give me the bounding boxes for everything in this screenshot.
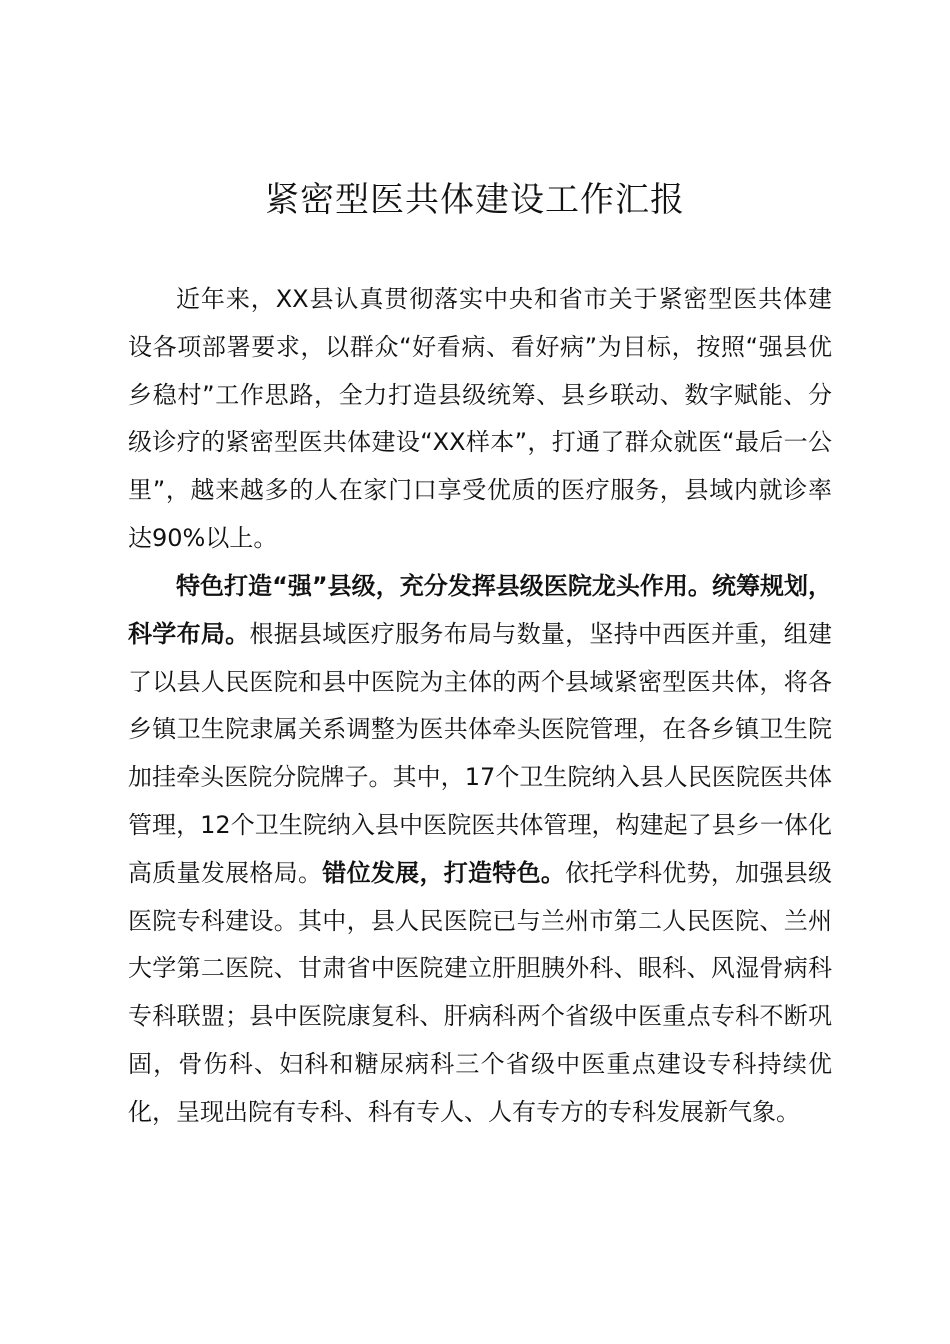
section-heading: 特色打造“强”县级，充分发挥县级医院龙头作用。: [176, 572, 712, 600]
intro-paragraph: 近年来，XX县认真贯彻落实中央和省市关于紧密型医共体建设各项部署要求，以群众“好看病、看好病”为目标，按照“强县优乡稳村”工作思路，全力打造县级统筹、县乡联动、数字赋能、分级诊疗的紧密型医共体建设“XX样本”，打通了群众就医“最后一公里”，越来越多的人在家门口享受优质的医疗服务，县域内就诊率达90%以上。: [128, 285, 832, 552]
document-title: 紧密型医共体建设工作汇报: [265, 180, 685, 220]
subsection-heading-specialty: 错位发展，打造特色。: [322, 858, 566, 887]
subsection-heading-planning: 统筹规划，科学布局。: [128, 572, 833, 648]
subsection-text-planning: 根据县域医疗服务布局与数量，坚持中西医并重，组建了以县人民医院和县中医院为主体的两个县域紧密型医共体，将各乡镇卫生院隶属关系调整为医共体牵头医院管理，在各乡镇卫生院加挂牵头医院分院牌子。其中，17个卫生院纳入县人民医院医共体管理，12个卫生院纳入县中医院医共体管理，构建起了县乡一体化高质量发展格局。: [128, 619, 833, 887]
subsection-text-specialty: 依托学科优势，加强县级医院专科建设。其中，县人民医院已与兰州市第二人民医院、兰州大学第二医院、甘肃省中医院建立肝胆胰外科、眼科、风湿骨病科专科联盟；县中医院康复科、肝病科两个省级中医重点专科不断巩固，骨伤科、妇科和糖尿病科三个省级中医重点建设专科持续优化，呈现出院有专科、科有专人、人有专方的专科发展新气象。: [128, 858, 833, 1126]
section-paragraph: [128, 563, 832, 1137]
